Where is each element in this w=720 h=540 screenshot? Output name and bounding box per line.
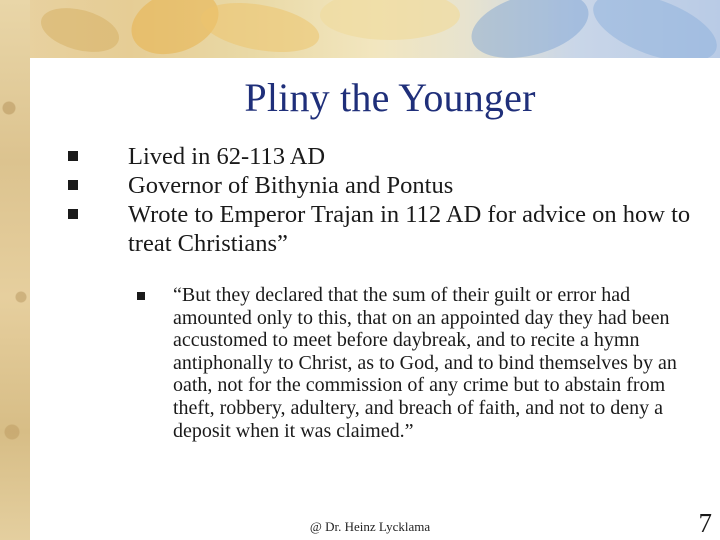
quote-text: “But they declared that the sum of their guilt or error had amounted only to this, that on an appointed day they had been accustomed to meet before daybreak, and to recite a hymn antiphonally to Christ, as to God, and to bind themselves by an oath, not for the commission of any crime but to abstain from theft, robbery, adultery, and breach of faith, and not to deny a deposit when it was claimed.” (173, 284, 677, 442)
bullet-text: Wrote to Emperor Trajan in 112 AD for advice on how to treat Christians” (128, 201, 691, 257)
bullet-text: Lived in 62-113 AD (128, 143, 326, 170)
decorative-banner (0, 0, 720, 58)
square-bullet-icon (68, 151, 78, 161)
bullet-text: Governor of Bithynia and Pontus (128, 172, 454, 199)
quote-bullet (137, 284, 697, 442)
page-number: 7 (698, 508, 712, 538)
bullet-item (68, 171, 708, 200)
footer-credit: @ Dr. Heinz Lycklama (309, 519, 431, 534)
slide-title: Pliny the Younger (244, 75, 536, 120)
square-bullet-icon (68, 209, 78, 219)
bullet-item (68, 142, 708, 171)
bullet-list (68, 142, 708, 258)
bullet-item (68, 200, 708, 258)
square-bullet-icon (68, 180, 78, 190)
square-bullet-icon (137, 292, 145, 300)
